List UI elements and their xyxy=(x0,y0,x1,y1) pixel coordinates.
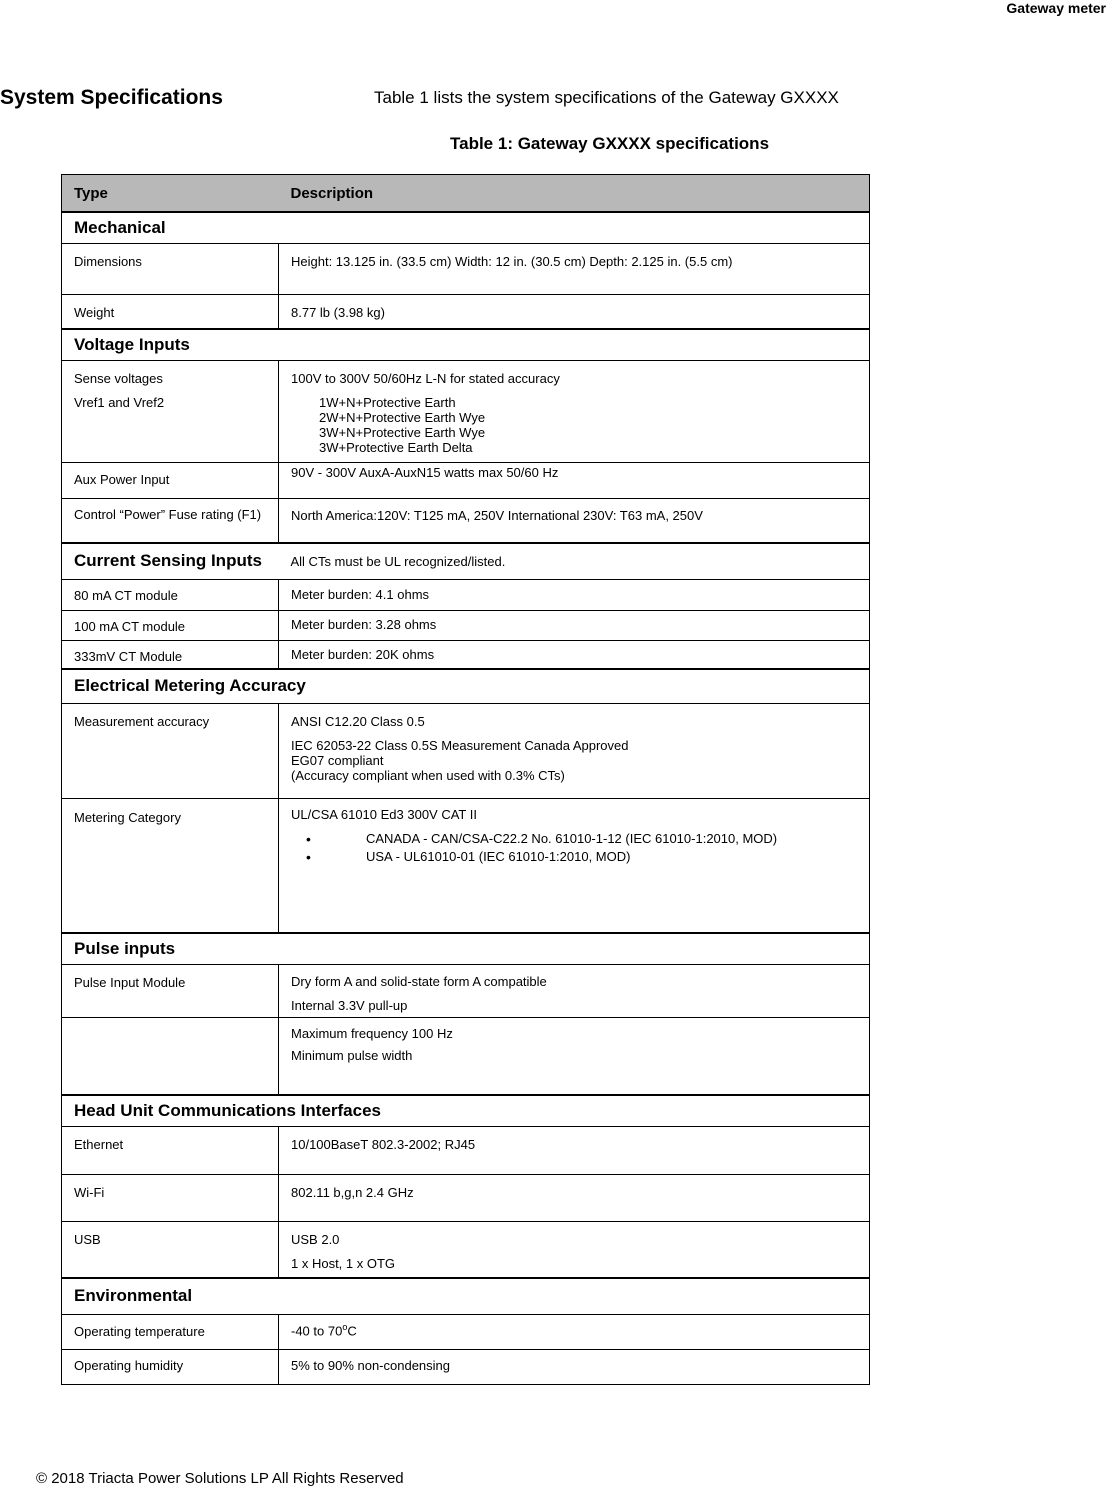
row-value xyxy=(279,1017,870,1095)
row-value xyxy=(279,964,870,1017)
row-value: Meter burden: 20K ohms xyxy=(279,640,870,669)
usb-spec: 1 x Host, 1 x OTG xyxy=(291,1255,396,1271)
col-header-description: Description xyxy=(279,175,870,213)
row-label-empty xyxy=(62,1017,279,1095)
list-item: • USA - UL61010-01 (IEC 61010-1:2010, MOD) xyxy=(336,848,857,866)
temp-unit: C xyxy=(347,1322,357,1338)
table-header-row xyxy=(62,175,870,213)
section-title-pulse: Pulse inputs xyxy=(62,933,870,964)
row-label: 333mV CT Module xyxy=(62,640,279,669)
row-label: Aux Power Input xyxy=(62,462,279,498)
row-value xyxy=(279,1221,870,1278)
section-title-voltage: Voltage Inputs xyxy=(62,329,870,360)
degree-superscript: o xyxy=(342,1321,348,1332)
section-row-accuracy xyxy=(62,669,870,703)
wiring-config: 3W+N+Protective Earth Wye xyxy=(319,424,486,440)
row-value xyxy=(279,703,870,798)
row-value: North America:120V: T125 mA, 250V International 230V: T63 mA, 250V xyxy=(279,498,870,543)
sense-voltages-label: Sense voltages xyxy=(74,370,163,386)
row-value: 802.11 b,g,n 2.4 GHz xyxy=(279,1174,870,1221)
accuracy-note: (Accuracy compliant when used with 0.3% CTs) xyxy=(291,767,565,783)
row-label: Control “Power” Fuse rating (F1) xyxy=(62,498,279,543)
row-label: 100 mA CT module xyxy=(62,610,279,640)
row-label: Pulse Input Module xyxy=(62,964,279,1017)
section-title: System Specifications xyxy=(0,86,223,109)
pulse-spec: Internal 3.3V pull-up xyxy=(291,997,408,1013)
table-row xyxy=(62,640,870,669)
wiring-config: 2W+N+Protective Earth Wye xyxy=(319,409,486,425)
table-row xyxy=(62,498,870,543)
section-title-accuracy: Electrical Metering Accuracy xyxy=(62,669,870,703)
row-value: 10/100BaseT 802.3-2002; RJ45 xyxy=(279,1126,870,1174)
row-value: 8.77 lb (3.98 kg) xyxy=(279,294,870,329)
col-header-type: Type xyxy=(62,175,279,213)
section-row-voltage xyxy=(62,329,870,360)
section-row-pulse xyxy=(62,933,870,964)
section-row-environmental xyxy=(62,1278,870,1314)
table-row xyxy=(62,1221,870,1278)
accuracy-standard: ANSI C12.20 Class 0.5 xyxy=(291,713,425,729)
section-row-mechanical xyxy=(62,212,870,243)
table-row xyxy=(62,1174,870,1221)
row-value: Meter burden: 4.1 ohms xyxy=(279,579,870,610)
row-value xyxy=(279,798,870,933)
table-row xyxy=(62,294,870,329)
row-label: Metering Category xyxy=(62,798,279,933)
table-row xyxy=(62,1126,870,1174)
table-row xyxy=(62,964,870,1017)
metering-category-list xyxy=(291,830,857,866)
row-value xyxy=(279,1314,870,1349)
metering-category-standard: UL/CSA 61010 Ed3 300V CAT II xyxy=(291,806,477,822)
row-value: 90V - 300V AuxA-AuxN15 watts max 50/60 Hz xyxy=(279,462,870,498)
temp-range: -40 to 70 xyxy=(291,1322,343,1338)
section-row-current xyxy=(62,543,870,579)
table-row xyxy=(62,360,870,462)
section-title-current: Current Sensing Inputs xyxy=(62,543,279,579)
table-row xyxy=(62,579,870,610)
table-row xyxy=(62,798,870,933)
table-row xyxy=(62,610,870,640)
wiring-config: 1W+N+Protective Earth xyxy=(319,394,456,410)
table-row xyxy=(62,462,870,498)
pulse-spec: Maximum frequency 100 Hz xyxy=(291,1025,453,1041)
section-row-comms xyxy=(62,1095,870,1126)
vref-label: Vref1 and Vref2 xyxy=(74,394,165,410)
row-label: Measurement accuracy xyxy=(62,703,279,798)
table-row xyxy=(62,1017,870,1095)
row-value: Meter burden: 3.28 ohms xyxy=(279,610,870,640)
row-value: Height: 13.125 in. (33.5 cm) Width: 12 in. (30.5 cm) Depth: 2.125 in. (5.5 cm) xyxy=(279,243,870,294)
table-caption: Table 1: Gateway GXXXX specifications xyxy=(450,134,770,153)
row-label: Ethernet xyxy=(62,1126,279,1174)
accuracy-standard: EG07 compliant xyxy=(291,752,384,768)
row-label: Wi-Fi xyxy=(62,1174,279,1221)
row-label: Weight xyxy=(62,294,279,329)
usb-spec: USB 2.0 xyxy=(291,1231,340,1247)
table-row xyxy=(62,703,870,798)
list-item: • CANADA - CAN/CSA-C22.2 No. 61010-1-12 (IEC 61010-1:2010, MOD) xyxy=(336,830,857,848)
running-header: Gateway meter xyxy=(1006,0,1106,16)
intro-text: Table 1 lists the system specifications of the Gateway GXXXX xyxy=(374,88,839,107)
row-label: Operating temperature xyxy=(62,1314,279,1349)
current-note: All CTs must be UL recognized/listed. xyxy=(279,543,870,579)
table-row xyxy=(62,1314,870,1349)
section-title-mechanical: Mechanical xyxy=(62,212,870,243)
table-row xyxy=(62,243,870,294)
row-label: Operating humidity xyxy=(62,1349,279,1384)
section-title-environmental: Environmental xyxy=(62,1278,870,1314)
row-label: 80 mA CT module xyxy=(62,579,279,610)
specifications-table xyxy=(61,174,870,1385)
wiring-config: 3W+Protective Earth Delta xyxy=(319,439,473,455)
pulse-spec: Minimum pulse width xyxy=(291,1047,413,1063)
footer-copyright: © 2018 Triacta Power Solutions LP All Rights Reserved xyxy=(36,1470,404,1487)
sense-voltages-value: 100V to 300V 50/60Hz L-N for stated accuracy xyxy=(291,370,560,386)
section-title-comms: Head Unit Communications Interfaces xyxy=(62,1095,870,1126)
accuracy-standard: IEC 62053-22 Class 0.5S Measurement Canada Approved xyxy=(291,737,629,753)
pulse-spec: Dry form A and solid-state form A compatible xyxy=(291,973,547,989)
row-value: 5% to 90% non-condensing xyxy=(279,1349,870,1384)
table-row xyxy=(62,1349,870,1384)
row-label: Dimensions xyxy=(62,243,279,294)
row-label xyxy=(62,360,279,462)
row-value xyxy=(279,360,870,462)
row-label: USB xyxy=(62,1221,279,1278)
